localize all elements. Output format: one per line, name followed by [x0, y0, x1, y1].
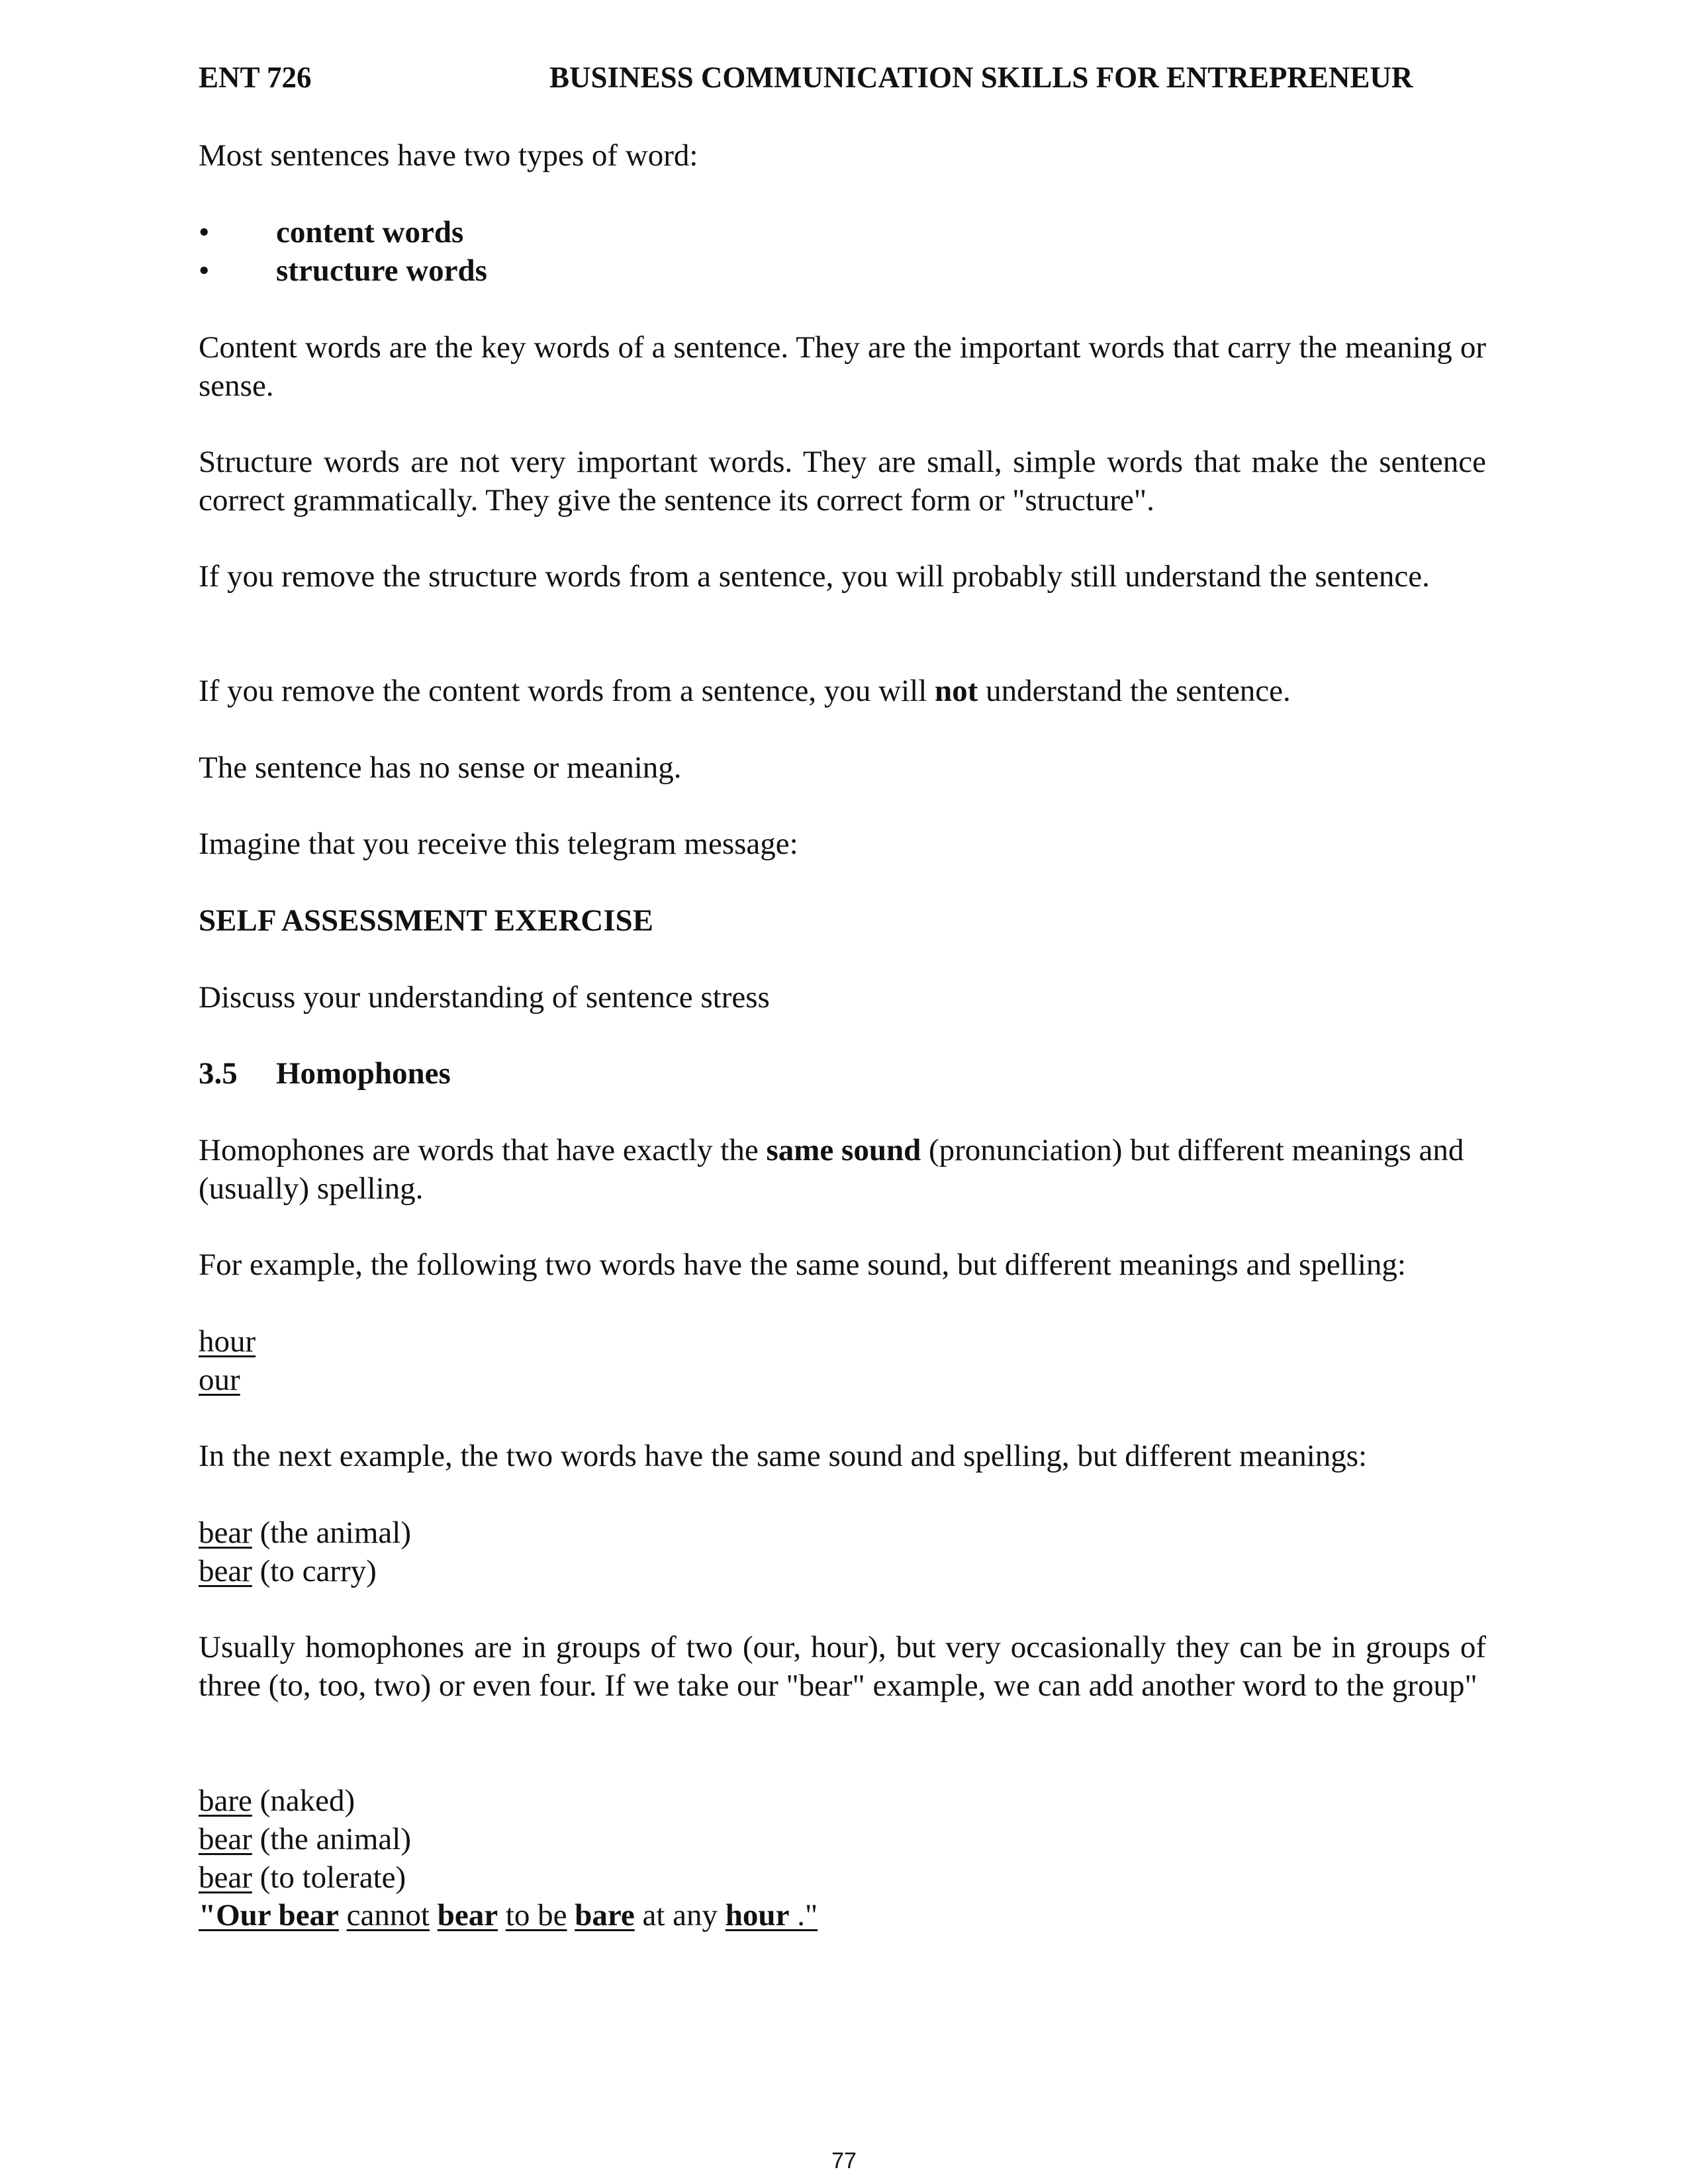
example1-paragraph: For example, the following two words have the same sound, but different meanings and spelling:	[199, 1248, 1406, 1282]
quote-segment: ."	[789, 1898, 818, 1933]
example-word: bear	[199, 1822, 252, 1856]
content-words-paragraph: Content words are the key words of a sentence. They are the important words that carry the meaning or sense.	[199, 330, 1486, 403]
bullet-dot-icon: •	[199, 253, 210, 288]
remove-content-paragraph	[199, 672, 1486, 710]
example2-item	[199, 1552, 1486, 1590]
example1-word	[199, 1322, 1486, 1361]
structure-words-paragraph: Structure words are not very important words. They are small, simple words that make the sentence correct grammatically. They give the sentence its correct form or "structure".	[199, 445, 1486, 518]
telegram-paragraph: Imagine that you receive this telegram message:	[199, 827, 798, 861]
example2-item	[199, 1514, 1486, 1552]
remove-structure-paragraph: If you remove the structure words from a sentence, you will probably still understand the sentence.	[199, 559, 1430, 594]
quote-segment: bare	[575, 1898, 635, 1933]
example3-item	[199, 1820, 1486, 1858]
quote-space	[339, 1898, 347, 1933]
intro-paragraph: Most sentences have two types of word:	[199, 138, 698, 173]
example3-item	[199, 1782, 1486, 1820]
bullet-dot-icon: •	[199, 215, 210, 250]
quote-segment: "	[199, 1898, 216, 1933]
page-number: 77	[831, 2148, 857, 2173]
quote-space	[567, 1898, 575, 1933]
section-number: 3.5	[199, 1056, 238, 1091]
example1-word	[199, 1361, 1486, 1399]
emphasis-text: same sound	[766, 1133, 921, 1167]
self-assessment-text: Discuss your understanding of sentence stress	[199, 980, 770, 1015]
example-meaning: (to tolerate)	[252, 1860, 406, 1895]
no-sense-paragraph: The sentence has no sense or meaning.	[199, 751, 682, 785]
example-word: bear	[199, 1516, 252, 1550]
example-meaning: (the animal)	[252, 1822, 411, 1856]
text-run: Homophones are words that have exactly the	[199, 1133, 767, 1167]
homophone-quote	[199, 1896, 1486, 1934]
bullet-text: structure words	[276, 253, 487, 288]
quote-segment: to be	[505, 1898, 567, 1933]
example-word: bear	[199, 1554, 252, 1588]
quote-space	[430, 1898, 438, 1933]
section-heading	[199, 1054, 1486, 1093]
example-word: bear	[199, 1860, 252, 1895]
example2-paragraph: In the next example, the two words have the same sound and spelling, but different meanings:	[199, 1439, 1368, 1473]
self-assessment-heading: SELF ASSESSMENT EXERCISE	[199, 903, 654, 938]
bullet-text: content words	[276, 215, 464, 250]
section-title: Homophones	[276, 1056, 451, 1091]
text-run: If you remove the content words from a sentence, you will	[199, 674, 935, 708]
quote-segment: at any	[634, 1898, 726, 1933]
example-meaning: (naked)	[252, 1784, 355, 1818]
text-run: (pronunciation) but different meanings and (usually) spelling.	[199, 1133, 1464, 1206]
example-meaning: (the animal)	[252, 1516, 411, 1550]
quote-space	[498, 1898, 506, 1933]
quote-segment: cannot	[346, 1898, 430, 1933]
example-word: bare	[199, 1784, 252, 1818]
quote-segment: bear	[437, 1898, 498, 1933]
quote-segment: hour	[725, 1898, 790, 1933]
example-meaning: (to carry)	[252, 1554, 377, 1588]
course-code: ENT 726	[199, 61, 312, 94]
text-run: understand the sentence.	[978, 674, 1291, 708]
groups-paragraph: Usually homophones are in groups of two (our, hour), but very occasionally they can be in groups of three (to, too, two) or even four. If we take our "bear" example, we can add another word to the group"	[199, 1630, 1486, 1703]
example-word: hour	[199, 1324, 256, 1359]
example3-item	[199, 1858, 1486, 1897]
homophones-definition	[199, 1131, 1486, 1208]
emphasis-text: not	[935, 674, 978, 708]
course-title: BUSINESS COMMUNICATION SKILLS FOR ENTREPRENEUR	[549, 61, 1413, 94]
quote-segment: Our bear	[216, 1898, 339, 1933]
example-word: our	[199, 1363, 240, 1397]
